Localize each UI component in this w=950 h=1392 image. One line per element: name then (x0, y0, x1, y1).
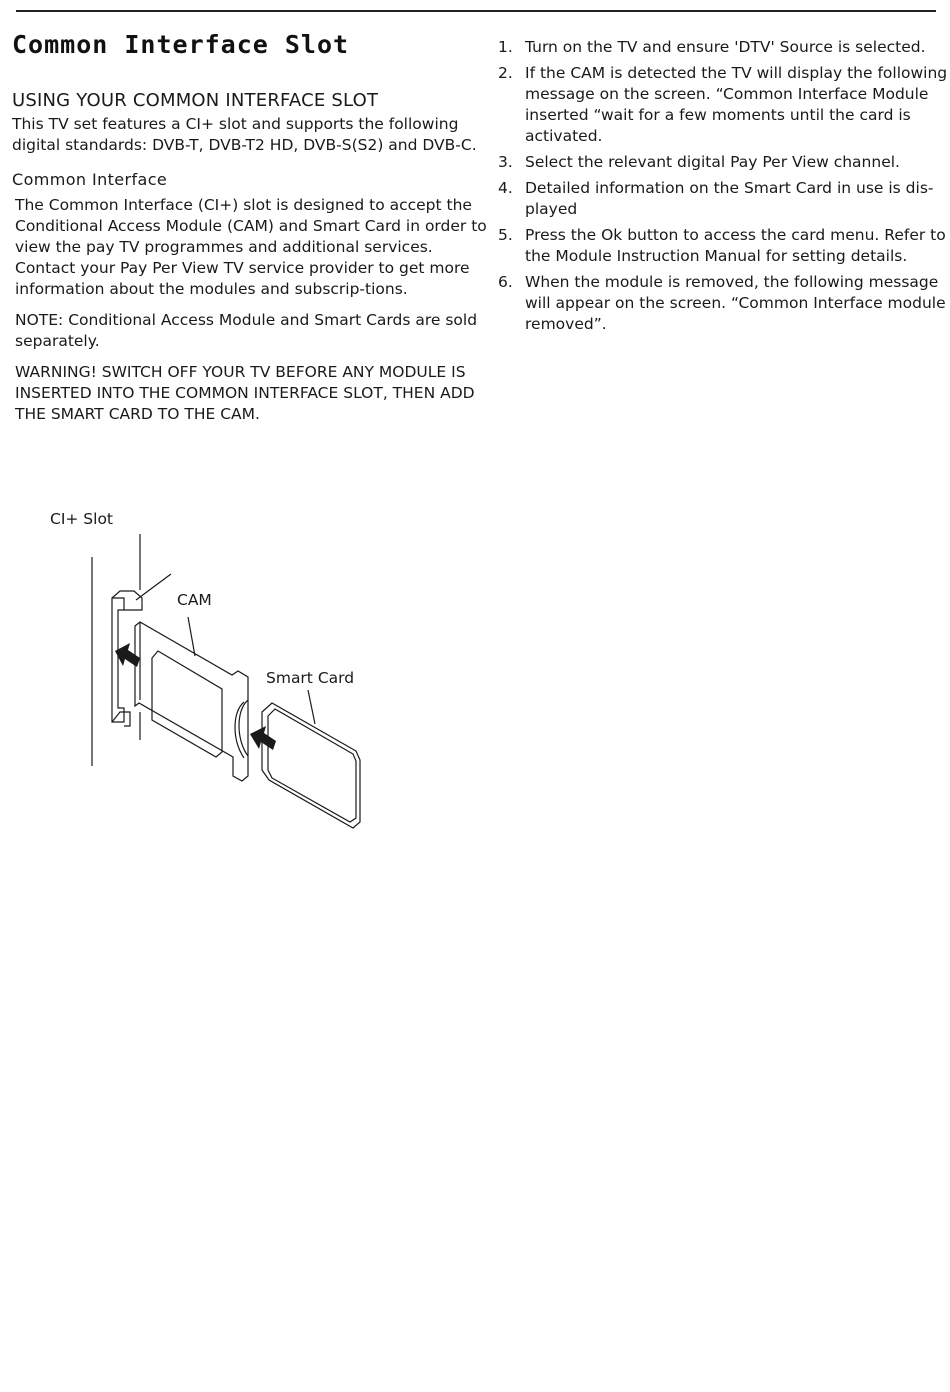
step-item (496, 178, 950, 220)
step-text: Detailed information on the Smart Card in use is dis-played (525, 179, 934, 218)
cam-drawing (135, 617, 248, 781)
intro-paragraph: This TV set features a CI+ slot and supports the following digital standards: DVB-T, DVB-T2 HD, DVB-S(S2) and DVB-C. (12, 115, 477, 154)
step-number: 2. (498, 64, 513, 82)
page-title: Common Interface Slot (12, 30, 350, 59)
cam-label: CAM (177, 591, 212, 609)
smart-card-label: Smart Card (266, 669, 355, 687)
top-rule (16, 10, 936, 12)
cam-insertion-diagram (40, 500, 380, 840)
step-text: Turn on the TV and ensure 'DTV' Source is selected. (525, 38, 926, 56)
sub-heading: Common Interface (12, 170, 168, 189)
step-item (496, 272, 950, 335)
step-number: 1. (498, 38, 513, 56)
step-item (496, 225, 950, 267)
card-arrow-icon (250, 726, 276, 750)
step-text: Press the Ok button to access the card menu. Refer to the Module Instruction Manual for setting details. (525, 226, 946, 265)
section-heading: USING YOUR COMMON INTERFACE SLOT (12, 90, 379, 111)
step-number: 6. (498, 273, 513, 291)
step-item (496, 152, 950, 173)
ci-slot-label: CI+ Slot (50, 510, 114, 528)
step-text: If the CAM is detected the TV will display the following message on the screen. “Common Interface Module inserted “wait for a few moments until the card is activated. (525, 64, 948, 145)
left-column (12, 90, 490, 425)
step-item (496, 63, 950, 147)
description-paragraph: The Common Interface (CI+) slot is designed to accept the Conditional Access Module (CAM) and Smart Card in order to view the pay TV programmes and additional services. Contact your Pay Per View TV service provider to get more information about the modules and subscrip-tions. (15, 196, 487, 298)
step-text: Select the relevant digital Pay Per View channel. (525, 153, 900, 171)
step-item (496, 37, 950, 58)
smart-card-drawing (262, 690, 360, 828)
right-column (496, 37, 950, 340)
step-text: When the module is removed, the following message will appear on the screen. “Common Interface module removed”. (525, 273, 946, 333)
note-paragraph: NOTE: Conditional Access Module and Smart Cards are sold separately. (15, 311, 478, 350)
steps-list (496, 37, 950, 335)
warning-paragraph: WARNING! SWITCH OFF YOUR TV BEFORE ANY MODULE IS INSERTED INTO THE COMMON INTERFACE SLOT, THEN ADD THE SMART CARD TO THE CAM. (15, 363, 475, 423)
slot-drawing (92, 534, 171, 766)
insert-arrows (115, 643, 276, 750)
step-number: 5. (498, 226, 513, 244)
cam-arrow-icon (115, 643, 140, 667)
step-number: 4. (498, 179, 513, 197)
step-number: 3. (498, 153, 513, 171)
